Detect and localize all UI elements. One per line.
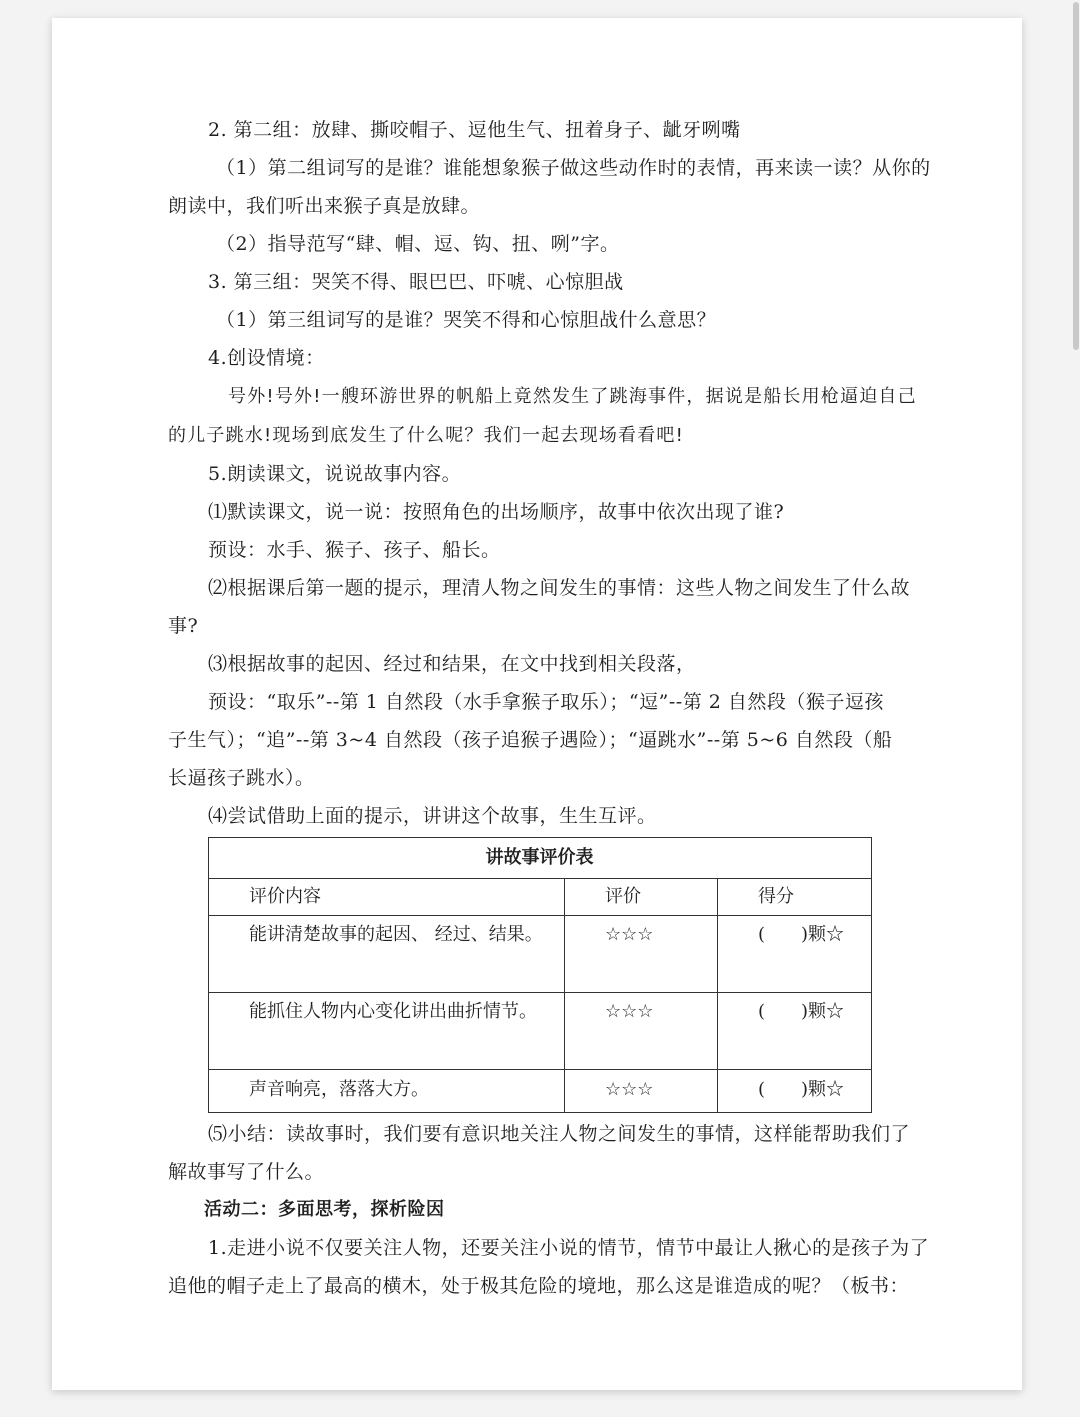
story-evaluation-table: [208, 837, 872, 1113]
text-line: （1）第三组词写的是谁？哭笑不得和心惊胆战什么意思？: [216, 309, 717, 331]
table-divider: [209, 1069, 871, 1070]
text-line: 朗读中，我们听出来猴子真是放肆。: [168, 195, 481, 217]
scenario-text-line: 的儿子跳水!现场到底发生了什么呢？我们一起去现场看看吧!: [168, 425, 685, 446]
text-line: 子生气）；“追”--第 3~4 自然段（孩子追猴子遇险）；“逼跳水”--第 5~6 自然段（船: [168, 729, 893, 751]
text-line: ⑷尝试借助上面的提示，讲讲这个故事，生生互评。: [208, 805, 657, 827]
text-line: 1.走进小说不仅要关注人物，还要关注小说的情节，情节中最让人揪心的是孩子为了: [208, 1237, 930, 1259]
table-divider: [564, 878, 565, 1112]
text-line: ⑵根据课后第一题的提示，理清人物之间发生的事情：这些人物之间发生了什么故: [208, 577, 911, 599]
text-line: （1）第二组词写的是谁？谁能想象猴子做这些动作时的表情，再来读一读？从你的: [216, 157, 931, 179]
document-page: [52, 18, 1022, 1390]
table-title: 讲故事评价表: [485, 847, 594, 868]
table-cell: ( )颗☆: [758, 924, 845, 945]
text-line: 事?: [168, 615, 199, 637]
text-line: 解故事写了什么。: [168, 1161, 325, 1183]
text-line: 2. 第二组：放肆、撕咬帽子、逗他生气、扭着身子、龇牙咧嘴: [208, 119, 741, 141]
scenario-text-line: 号外!号外!一艘环游世界的帆船上竟然发生了跳海事件，据说是船长用枪逼迫自己: [228, 386, 917, 407]
section-heading: 活动二：多面思考，探析险因: [204, 1199, 445, 1220]
table-cell: ☆☆☆: [605, 1079, 654, 1100]
text-line: 预设：“取乐”--第 1 自然段（水手拿猴子取乐）；“逗”--第 2 自然段（猴子逗孩: [208, 691, 884, 713]
table-cell: ( )颗☆: [758, 1001, 845, 1022]
scrollbar-thumb[interactable]: [1073, 2, 1079, 350]
table-cell: 能讲清楚故事的起因、 经过、结果。: [249, 924, 543, 945]
table-header: 得分: [758, 886, 794, 907]
text-line: 长逼孩子跳水）。: [168, 767, 315, 789]
table-header: 评价内容: [249, 886, 321, 907]
table-divider: [717, 878, 718, 1112]
text-line: 4.创设情境：: [208, 347, 325, 369]
table-divider: [209, 878, 871, 879]
text-line: 3. 第三组：哭笑不得、眼巴巴、吓唬、心惊胆战: [208, 271, 624, 293]
table-header: 评价: [605, 886, 641, 907]
table-divider: [209, 992, 871, 993]
text-line: ⑴默读课文，说一说：按照角色的出场顺序，故事中依次出现了谁?: [208, 501, 785, 523]
table-cell: ( )颗☆: [758, 1079, 845, 1100]
text-line: 追他的帽子走上了最高的横木，处于极其危险的境地，那么这是谁造成的呢？（板书：: [168, 1275, 910, 1297]
text-line: ⑸小结：读故事时，我们要有意识地关注人物之间发生的事情，这样能帮助我们了: [208, 1123, 911, 1145]
table-cell: ☆☆☆: [605, 924, 654, 945]
text-line: 预设：水手、猴子、孩子、船长。: [208, 539, 501, 561]
text-line: ⑶根据故事的起因、经过和结果，在文中找到相关段落，: [208, 653, 696, 675]
text-line: （2）指导范写“肆、帽、逗、钩、扭、咧”字。: [216, 233, 620, 255]
table-cell: 能抓住人物内心变化讲出曲折情节。: [249, 1001, 537, 1022]
table-cell: ☆☆☆: [605, 1001, 654, 1022]
table-cell: 声音响亮，落落大方。: [249, 1079, 429, 1100]
scrollbar[interactable]: [1072, 0, 1080, 1417]
text-line: 5.朗读课文，说说故事内容。: [208, 463, 462, 485]
table-divider: [209, 915, 871, 916]
